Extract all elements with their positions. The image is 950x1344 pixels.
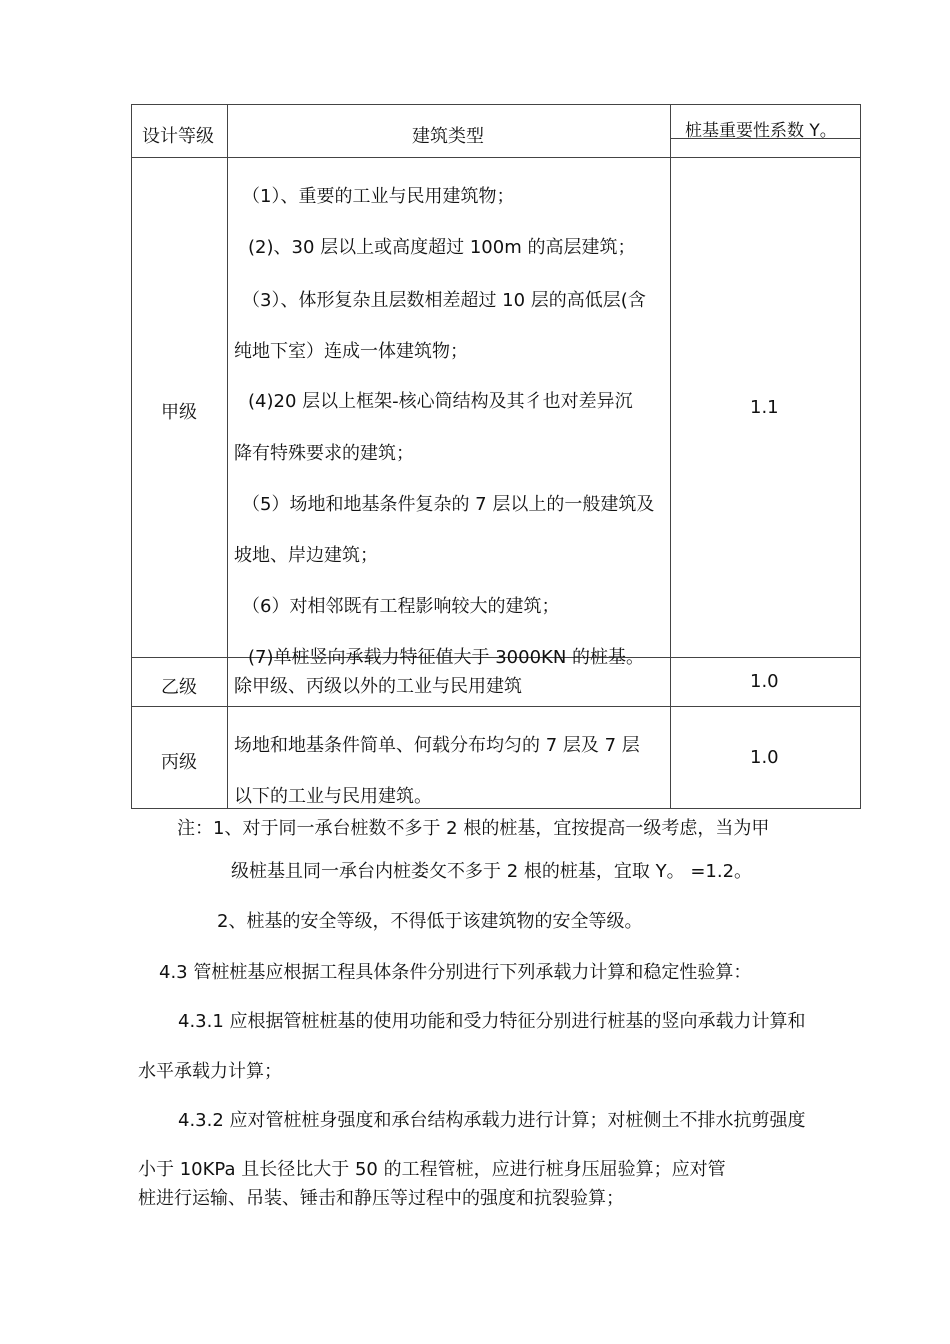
header-coef: 桩基重要性系数 Y。	[685, 121, 837, 141]
row1-line-7: （5）场地和地基条件复杂的 7 层以上的一般建筑及	[242, 494, 655, 515]
row1-line-10: (7)单桩竖向承载力特征值大于 3000KN 的桩基。	[248, 647, 645, 668]
row2-coef: 1.0	[750, 671, 779, 692]
table-border-left	[131, 104, 132, 809]
col-divider-2	[670, 104, 671, 809]
para-4-3-1-line-1: 4.3.1 应根据管桩桩基的使用功能和受力特征分别进行桩基的竖向承载力计算和	[178, 1011, 806, 1032]
row1-line-6: 降有特殊要求的建筑；	[234, 443, 414, 464]
row1-coef: 1.1	[750, 397, 779, 418]
row1-grade: 甲级	[161, 402, 197, 423]
para-4-3-2-line-2: 小于 10KPa 且长径比大于 50 的工程管桩，应进行桩身压屈验算；应对管	[138, 1159, 726, 1180]
note-1a: 注：1、对于同一承台桩数不多于 2 根的桩基，宜按提高一级考虑，当为甲	[177, 818, 770, 839]
row2-grade: 乙级	[161, 677, 197, 698]
row1-line-4: 纯地下室）连成一体建筑物；	[234, 341, 468, 362]
header-type: 建筑类型	[412, 126, 484, 147]
row1-line-1: （1）、重要的工业与民用建筑物；	[242, 186, 515, 207]
row3-grade: 丙级	[161, 752, 197, 773]
row1-line-2: (2)、30 层以上或高度超过 100m 的高层建筑；	[248, 237, 636, 258]
row1-line-5: (4)20 层以上框架-核心筒结构及其彳也对差异沉	[248, 391, 633, 412]
table-border-bottom	[131, 808, 861, 809]
note-2: 2、桩基的安全等级，不得低于该建筑物的安全等级。	[217, 911, 643, 932]
header-grade: 设计等级	[142, 126, 214, 147]
para-4-3-1-line-2: 水平承载力计算；	[138, 1061, 282, 1082]
table-border-right	[860, 104, 861, 809]
row1-type-cell	[228, 160, 670, 668]
header-bottom-line	[131, 157, 861, 158]
para-4-3-2-line-3: 桩进行运输、吊装、锤击和静压等过程中的强度和抗裂验算；	[138, 1188, 624, 1209]
row1-line-9: （6）对相邻既有工程影响较大的建筑；	[242, 596, 560, 617]
row3-line-2: 以下的工业与民用建筑。	[234, 786, 432, 807]
para-4-3: 4.3 管桩桩基应根据工程具体条件分别进行下列承载力计算和稳定性验算：	[159, 962, 752, 983]
row1-line-8: 坡地、岸边建筑；	[234, 545, 378, 566]
row1-line-3: （3）、体形复杂且层数相差超过 10 层的高低层(含	[242, 290, 646, 311]
row3-line-1: 场地和地基条件简单、何载分布均匀的 7 层及 7 层	[234, 735, 640, 756]
note-1b: 级桩基且同一承台内桩娄攵不多于 2 根的桩基，宜取 Y。 =1.2。	[231, 861, 753, 882]
para-4-3-2-line-1: 4.3.2 应对管桩桩身强度和承台结构承载力进行计算；对桩侧土不排水抗剪强度	[178, 1110, 806, 1131]
table-border-top	[131, 104, 861, 105]
row3-coef: 1.0	[750, 747, 779, 768]
row2-line-1: 除甲级、丙级以外的工业与民用建筑	[234, 676, 522, 697]
row2-bottom-line	[131, 706, 861, 707]
